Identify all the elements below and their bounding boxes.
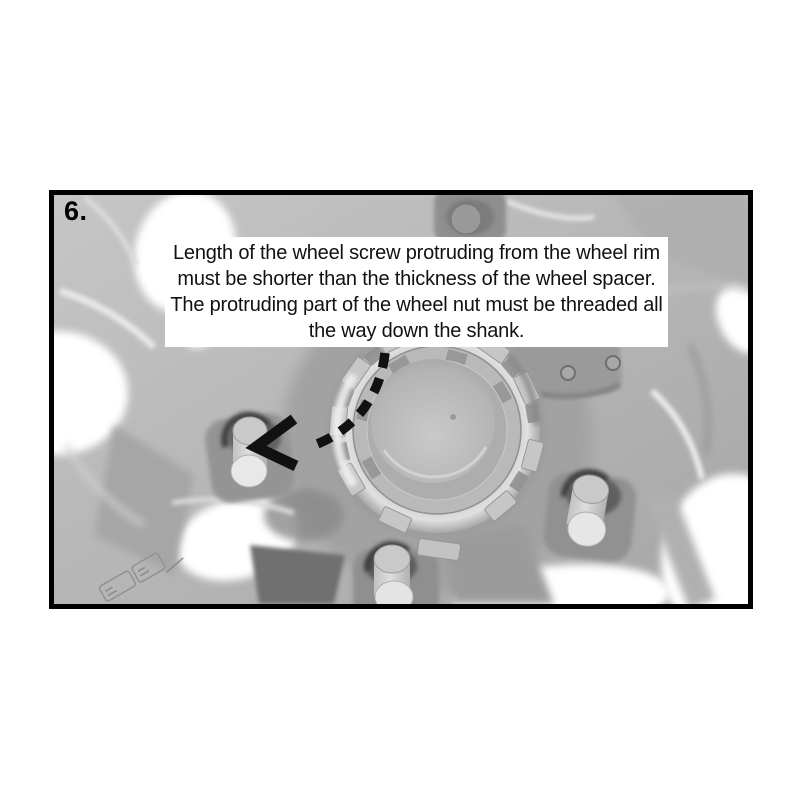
lug-pocket-top — [434, 195, 506, 243]
caption-line: the way down the shank. — [308, 320, 525, 342]
caption-box — [165, 237, 668, 347]
caption-line: The protruding part of the wheel nut must be threaded all — [170, 294, 663, 316]
caption-line: must be shorter than the thickness of the wheel spacer. — [177, 268, 656, 290]
step-number: 6. — [64, 196, 88, 226]
hub-center-dome — [371, 359, 495, 483]
wheel-stud-bottom — [368, 545, 413, 604]
figure-frame — [49, 190, 753, 609]
caption-line: Length of the wheel screw protruding from the wheel rim — [172, 242, 661, 264]
